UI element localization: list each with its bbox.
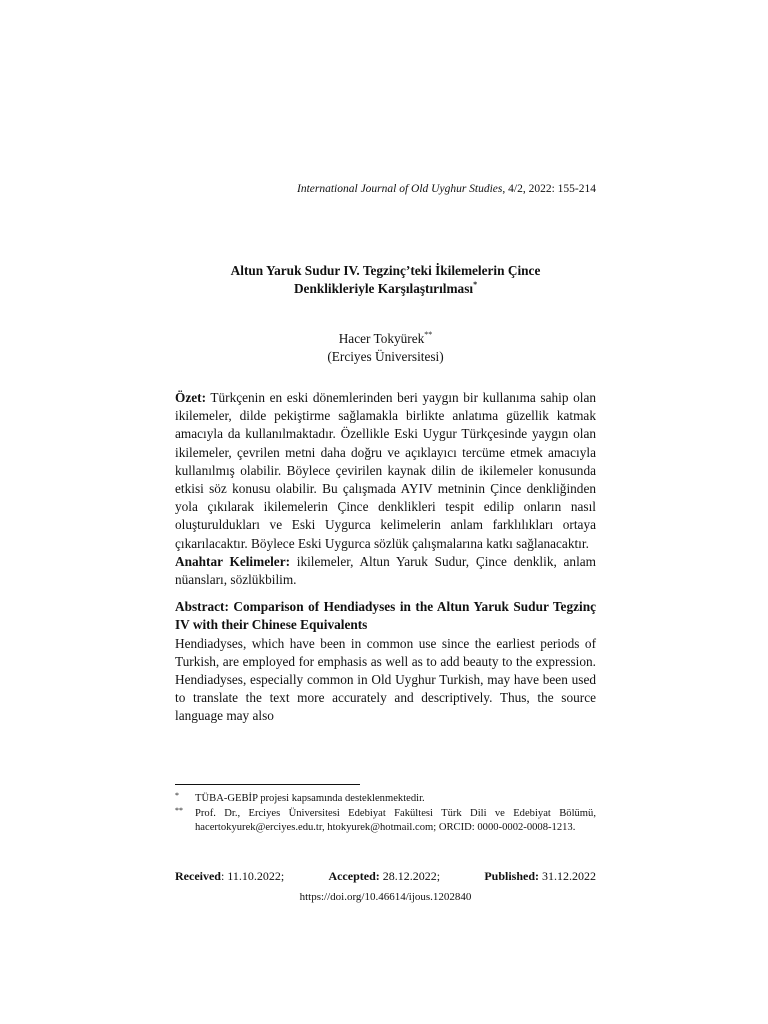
journal-name: International Journal of Old Uyghur Studies — [297, 183, 503, 195]
keywords-label: Anahtar Kelimeler: — [175, 553, 291, 569]
received-date: Received: 11.10.2022; — [175, 869, 285, 883]
title-line-1: Altun Yaruk Sudur IV. Tegzinç’teki İkilemelerin Çince — [230, 263, 541, 278]
publication-dates — [175, 869, 596, 884]
author-block — [175, 330, 596, 366]
footnote-1 — [175, 792, 596, 806]
running-head — [297, 183, 596, 195]
journal-issue: , 4/2, 2022: 155-214 — [502, 183, 596, 195]
article-title — [175, 262, 596, 298]
footnote-2-mark: ** — [175, 806, 183, 815]
ozet-label: Özet: — [175, 390, 207, 405]
footnotes — [175, 792, 596, 836]
footnote-2-text: Prof. Dr., Erciyes Üniversitesi Edebiyat Fakültesi Türk Dili ve Edebiyat Bölümü, hacertokyurek@erciyes.edu.tr, htokyurek@hotmail.com; ORCID: 0000-0002-0008-1213. — [195, 808, 596, 833]
article-body — [175, 389, 596, 726]
keywords-text: ikilemeler, Altun Yaruk Sudur, Çince denklik, anlam nüansları, sözlükbilim. — [175, 553, 597, 588]
title-footnote-mark: * — [473, 280, 478, 289]
author-name: Hacer Tokyürek — [338, 331, 425, 346]
footnote-1-mark: * — [175, 791, 179, 800]
ozet-paragraph — [175, 389, 596, 553]
published-date: Published: 31.12.2022 — [484, 869, 596, 883]
title-line-2: Denklikleriyle Karşılaştırılması — [293, 281, 474, 296]
footnote-divider — [175, 784, 360, 785]
footnote-2 — [175, 807, 596, 835]
author-affiliation: (Erciyes Üniversitesi) — [327, 349, 444, 364]
abstract-text: Hendiadyses, which have been in common use since the earliest periods of Turkish, are employed for emphasis as well as to add beauty to the expression. Hendiadyses, especially common in Old Uyghur Turkish, may have been used to translate the text more accurately and descriptively. Thus, the source language may also — [175, 635, 596, 724]
doi-link[interactable]: https://doi.org/10.46614/ijous.1202840 — [299, 891, 472, 903]
author-footnote-mark: ** — [424, 330, 433, 339]
accepted-date: Accepted: 28.12.2022; — [328, 869, 441, 883]
abstract-heading: Abstract: Comparison of Hendiadyses in the Altun Yaruk Sudur Tegzinç IV with their Chinese Equivalents — [175, 599, 596, 633]
keywords-paragraph — [175, 553, 596, 589]
footnote-1-text: TÜBA-GEBİP projesi kapsamında desteklenmektedir. — [195, 793, 425, 804]
ozet-text: Türkçenin en eski dönemlerinden beri yaygın bir kullanıma sahip olan ikilemeler, dilde pekiştirme sağlamakla birlikte anlatıma güzellik katmak amacıyla da kullanılmaktadır. Özellikle Eski Uygur Türkçesinde yaygın olan ikilemeler, çevrilen metni daha doğru ve açıklayıcı tercüme etmek amacıyla kullanılmış olabilir. Böylece çevirilen kaynak dilin de ikilemeler konusunda etkisi söz konusu olabilir. Bu çalışmada AYIV metninin Çince denkliğinden yola çıkılarak ikilemelerin Çince denklikleri tespit edilip onların nasıl oluşturuldukları ve Eski Uygurca kelimelerin anlam farklılıkları ortaya çıkarılacaktır. Böylece Eski Uygurca sözlük çalışmalarına katkı sağlanacaktır. — [175, 390, 596, 551]
